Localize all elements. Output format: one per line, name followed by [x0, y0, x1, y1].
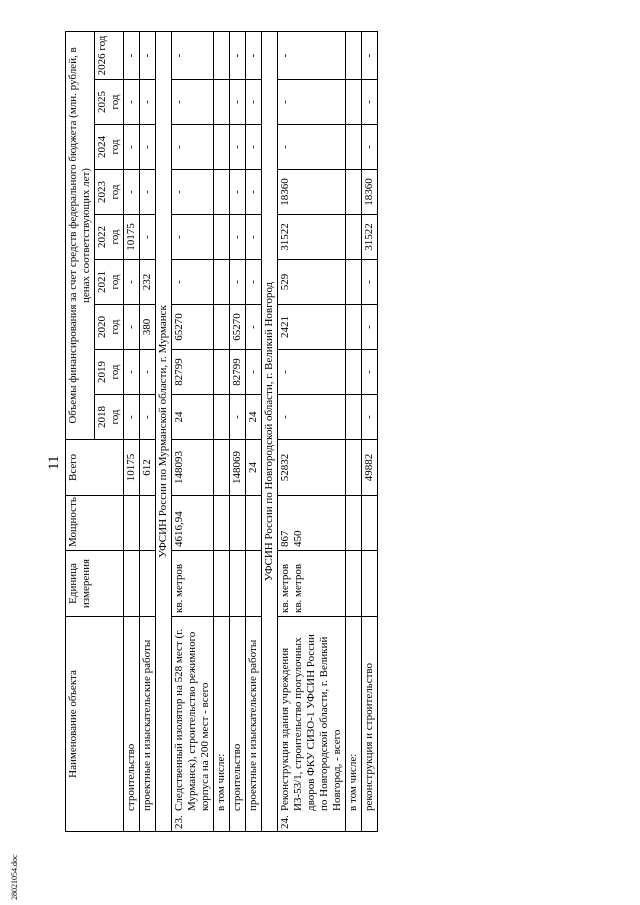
year-value-cell: -	[278, 32, 346, 80]
table-row	[362, 32, 378, 832]
year-value-cell: -	[246, 125, 262, 170]
year-value-cell: -	[172, 125, 214, 170]
year-value-cell: -	[246, 215, 262, 260]
total-cell: 24	[246, 440, 262, 496]
year-value-cell: 10175	[124, 215, 140, 260]
rotated-table-container	[65, 32, 625, 832]
capacity-cell	[346, 496, 362, 551]
total-cell: 148069	[230, 440, 246, 496]
year-value-cell	[346, 215, 362, 260]
header-year: 2024 год	[95, 125, 124, 170]
header-year: 2025 год	[95, 80, 124, 125]
year-value-cell	[214, 170, 230, 215]
year-value-cell: -	[362, 32, 378, 80]
year-value-cell: -	[230, 125, 246, 170]
header-year: 2022 год	[95, 215, 124, 260]
object-name: проектные и изыскательские работы	[141, 639, 153, 811]
object-name-cell	[124, 617, 140, 832]
year-value-cell	[214, 260, 230, 305]
object-name: Реконструкция здания учреждения ИЗ-53/1, строительство прогулочных дворов ФКУ СИЗО-1 УФСИН России по Новгородской области, г. Великий Новгород, - всего	[279, 634, 343, 811]
year-value-cell: -	[278, 350, 346, 395]
total-cell: 148093	[172, 440, 214, 496]
year-value-cell: -	[362, 260, 378, 305]
year-value-cell	[214, 80, 230, 125]
object-name: в том числе:	[347, 753, 359, 811]
unit-cell	[346, 551, 362, 617]
year-value-cell: -	[230, 32, 246, 80]
year-value-cell: 82799	[230, 350, 246, 395]
year-value-cell	[346, 125, 362, 170]
table-row	[230, 32, 246, 832]
unit-cell	[246, 551, 262, 617]
year-value-cell: -	[246, 170, 262, 215]
year-value-cell: 31522	[278, 215, 346, 260]
year-value-cell: 380	[140, 305, 156, 350]
year-value-cell: 18360	[362, 170, 378, 215]
year-value-cell	[346, 260, 362, 305]
table-row	[278, 32, 346, 832]
year-value-cell: -	[230, 170, 246, 215]
year-value-cell: -	[230, 80, 246, 125]
year-value-cell	[214, 32, 230, 80]
year-value-cell: -	[124, 260, 140, 305]
capacity-cell	[246, 496, 262, 551]
capacity-cell: 4616,94	[172, 496, 214, 551]
year-value-cell: 65270	[172, 305, 214, 350]
year-value-cell: -	[124, 170, 140, 215]
year-value-cell: -	[172, 215, 214, 260]
year-value-cell	[214, 350, 230, 395]
object-name-cell	[278, 617, 346, 832]
object-name-cell	[230, 617, 246, 832]
year-value-cell: -	[172, 170, 214, 215]
year-value-cell: -	[172, 80, 214, 125]
header-total: Всего	[66, 440, 124, 496]
year-value-cell: -	[362, 125, 378, 170]
object-name: в том числе:	[215, 753, 227, 811]
year-value-cell: 65270	[230, 305, 246, 350]
object-name-cell	[172, 617, 214, 832]
year-value-cell: -	[362, 395, 378, 440]
section-heading: УФСИН России по Мурманской области, г. Мурманск	[156, 32, 172, 832]
year-value-cell: 529	[278, 260, 346, 305]
year-value-cell: -	[246, 80, 262, 125]
year-value-cell: -	[246, 305, 262, 350]
header-year: 2020 год	[95, 305, 124, 350]
total-cell: 10175	[124, 440, 140, 496]
year-value-cell: 2421	[278, 305, 346, 350]
row-number: 23.	[173, 815, 185, 829]
year-value-cell	[346, 170, 362, 215]
object-name-cell	[362, 617, 378, 832]
year-value-cell: -	[140, 32, 156, 80]
year-value-cell: 232	[140, 260, 156, 305]
year-value-cell	[214, 305, 230, 350]
total-cell	[346, 440, 362, 496]
year-value-cell	[346, 32, 362, 80]
unit-cell	[362, 551, 378, 617]
footer-doc-code: 28021054.doc	[10, 854, 19, 900]
unit-cell	[230, 551, 246, 617]
capacity-cell	[230, 496, 246, 551]
row-number: 24.	[279, 815, 291, 829]
capacity-cell	[140, 496, 156, 551]
year-value-cell: -	[246, 350, 262, 395]
table-row	[124, 32, 140, 832]
table-row	[214, 32, 230, 832]
funding-table	[65, 31, 378, 832]
total-cell: 49882	[362, 440, 378, 496]
year-value-cell: -	[278, 80, 346, 125]
year-value-cell: -	[362, 80, 378, 125]
year-value-cell	[346, 305, 362, 350]
object-name-cell	[214, 617, 230, 832]
year-value-cell: -	[124, 395, 140, 440]
year-value-cell: -	[230, 260, 246, 305]
year-value-cell	[214, 395, 230, 440]
year-value-cell	[346, 80, 362, 125]
header-funding: Объемы финансирования за счет средств федерального бюджета (млн. рублей, в ценах соответствующих лет)	[66, 32, 95, 440]
year-value-cell: 24	[172, 395, 214, 440]
unit-cell	[140, 551, 156, 617]
section-heading: УФСИН России по Новгородской области, г. Великий Новгород	[262, 32, 278, 832]
header-year: 2019 год	[95, 350, 124, 395]
year-value-cell: -	[124, 32, 140, 80]
header-capacity: Мощность	[66, 496, 124, 551]
header-year: 2018 год	[95, 395, 124, 440]
object-name: реконструкция и строительство	[363, 662, 375, 811]
capacity-cell	[124, 496, 140, 551]
capacity-cell	[214, 496, 230, 551]
unit-cell: кв. метров кв. метров	[278, 551, 346, 617]
year-value-cell: -	[140, 350, 156, 395]
total-cell: 612	[140, 440, 156, 496]
year-value-cell: -	[246, 32, 262, 80]
object-name-cell	[346, 617, 362, 832]
year-value-cell: 31522	[362, 215, 378, 260]
table-row	[140, 32, 156, 832]
header-year: 2021 год	[95, 260, 124, 305]
year-value-cell: -	[362, 350, 378, 395]
table-row	[172, 32, 214, 832]
year-value-cell: -	[230, 215, 246, 260]
object-name: проектные и изыскательские работы	[247, 639, 259, 811]
year-value-cell: -	[124, 125, 140, 170]
table-row	[346, 32, 362, 832]
unit-cell	[214, 551, 230, 617]
header-year: 2023 год	[95, 170, 124, 215]
year-value-cell: -	[124, 305, 140, 350]
year-value-cell	[346, 350, 362, 395]
year-value-cell: -	[140, 80, 156, 125]
capacity-cell: 867 450	[278, 496, 346, 551]
unit-cell	[124, 551, 140, 617]
year-value-cell: -	[278, 395, 346, 440]
object-name: строительство	[231, 743, 243, 811]
page-number: 11	[46, 455, 62, 470]
table-row	[246, 32, 262, 832]
capacity-cell	[362, 496, 378, 551]
object-name-cell	[246, 617, 262, 832]
year-value-cell	[214, 215, 230, 260]
year-value-cell: -	[124, 350, 140, 395]
year-value-cell: -	[140, 170, 156, 215]
object-name-cell	[140, 617, 156, 832]
year-value-cell	[214, 125, 230, 170]
year-value-cell: -	[172, 32, 214, 80]
object-name: строительство	[125, 743, 137, 811]
year-value-cell: -	[140, 215, 156, 260]
year-value-cell: 24	[246, 395, 262, 440]
year-value-cell: -	[362, 305, 378, 350]
year-value-cell: -	[230, 395, 246, 440]
total-cell: 52832	[278, 440, 346, 496]
year-value-cell: 82799	[172, 350, 214, 395]
year-value-cell: -	[246, 260, 262, 305]
year-value-cell: -	[124, 80, 140, 125]
unit-cell: кв. метров	[172, 551, 214, 617]
year-value-cell: -	[140, 125, 156, 170]
year-value-cell: -	[140, 395, 156, 440]
object-name: Следственный изолятор на 528 мест (г. Мурманск), строительство режимного корпуса на 200 мест - всего	[173, 628, 211, 811]
header-name: Наименование объекта	[66, 617, 124, 832]
year-value-cell: -	[278, 125, 346, 170]
year-value-cell	[346, 395, 362, 440]
header-year: 2026 год	[95, 32, 124, 80]
header-unit: Единица измерения	[66, 551, 124, 617]
year-value-cell: 18360	[278, 170, 346, 215]
year-value-cell: -	[172, 260, 214, 305]
total-cell	[214, 440, 230, 496]
